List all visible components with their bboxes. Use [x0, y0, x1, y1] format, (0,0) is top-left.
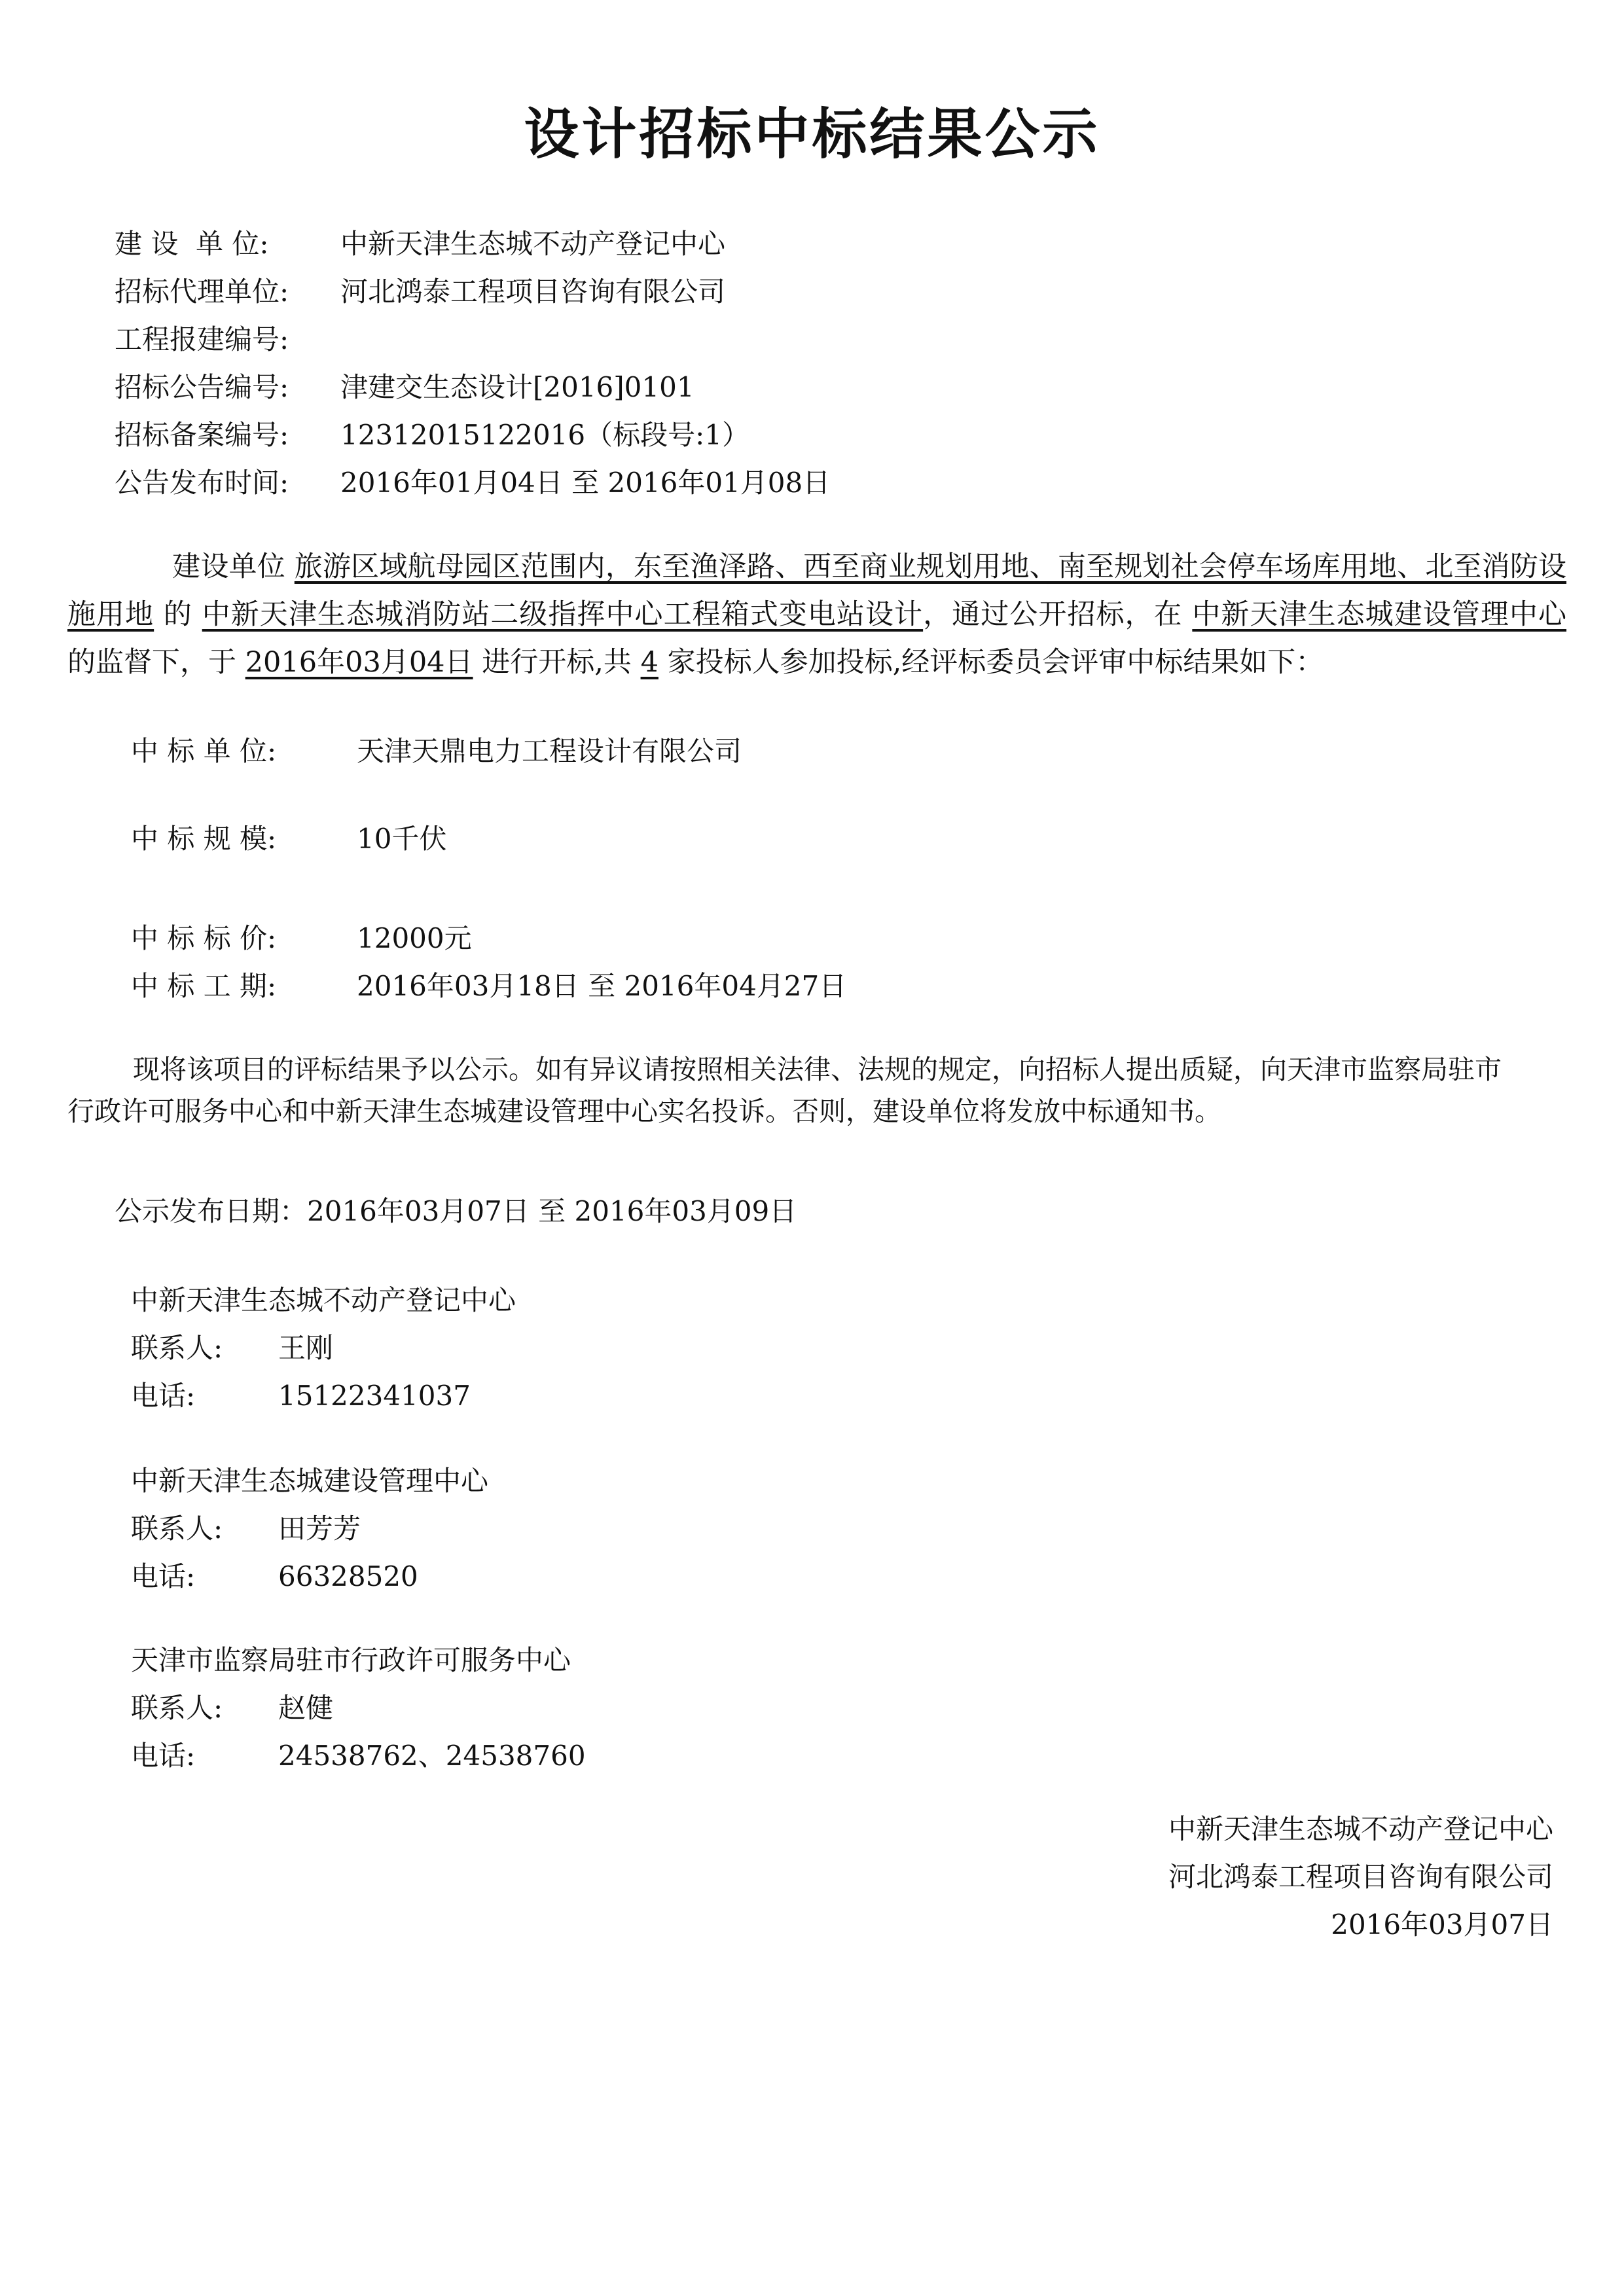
contact-phone: 15122341037	[278, 1380, 471, 1412]
award-scale-row	[131, 819, 446, 859]
contact-person: 王刚	[278, 1332, 334, 1364]
project-info	[115, 220, 830, 507]
contact-org: 中新天津生态城不动产登记中心	[131, 1284, 516, 1316]
supervising-authority: 中新天津生态城建设管理中心	[1192, 598, 1567, 631]
para-text: ，通过公开招标，在	[923, 598, 1193, 631]
para-text: 家投标人参加投标,经评标委员会评审中标结果如下：	[658, 646, 1324, 679]
contact-phone-label: 电话:	[131, 1560, 196, 1592]
info-row-filing-no	[115, 411, 830, 459]
contact-phone-label: 电话:	[131, 1740, 196, 1772]
award-period-row	[131, 967, 846, 1006]
para-text: 建设单位	[172, 550, 285, 583]
award-price-row	[131, 919, 472, 958]
info-value: 津建交生态设计[2016]0101	[340, 371, 695, 403]
info-label: 工程报建编号:	[115, 323, 289, 355]
result-paragraph	[67, 543, 1566, 687]
para-text: 的监督下，于	[67, 646, 245, 679]
info-value: 12312015122016（标段号:1）	[340, 419, 749, 451]
info-row-owner	[115, 220, 830, 268]
contact-phone-label: 电话:	[131, 1380, 196, 1412]
award-label: 中 标 标 价:	[131, 922, 277, 954]
info-label: 招标代理单位:	[115, 276, 289, 308]
info-label: 公告发布时间:	[115, 467, 289, 499]
winning-bidder: 天津天鼎电力工程设计有限公司	[357, 735, 742, 767]
project-location: 旅游区域航母园区范围内，东至渔泽路、西至商业规划用地、南至规划社会停车场库用地、北至消防设施用地	[67, 550, 1567, 631]
bid-opening-date: 2016年03月04日	[245, 646, 473, 679]
signature-org: 河北鸿泰工程项目咨询有限公司	[1168, 1861, 1553, 1893]
award-winner-row	[131, 732, 742, 771]
info-value: 2016年01月04日 至 2016年01月08日	[340, 467, 831, 499]
contact-person: 赵健	[278, 1692, 334, 1724]
award-label: 中 标 规 模:	[131, 823, 277, 855]
info-label: 招标备案编号:	[115, 419, 289, 451]
contact-block-construction-center	[131, 1457, 488, 1600]
contact-person-label: 联系人:	[131, 1513, 223, 1545]
info-row-registration-no	[115, 315, 830, 363]
publish-date: 公示发布日期：2016年03月07日 至 2016年03月09日	[115, 1195, 797, 1227]
contact-phone: 24538762、24538760	[278, 1740, 586, 1772]
award-price: 12000元	[357, 922, 472, 954]
contact-org: 天津市监察局驻市行政许可服务中心	[131, 1644, 571, 1676]
para-text: 的	[154, 598, 202, 631]
info-label: 招标公告编号:	[115, 371, 289, 403]
award-label: 中 标 单 位:	[131, 735, 277, 767]
project-name: 中新天津生态城消防站二级指挥中心工程箱式变电站设计	[202, 598, 924, 631]
contact-block-supervision-bureau	[131, 1636, 586, 1780]
contact-person: 田芳芳	[278, 1513, 361, 1545]
info-value: 河北鸿泰工程项目咨询有限公司	[340, 276, 726, 308]
signature-date: 2016年03月07日	[1331, 1909, 1553, 1941]
contact-phone: 66328520	[278, 1560, 418, 1592]
award-scale: 10千伏	[357, 823, 447, 855]
bidder-count: 4	[640, 646, 659, 679]
contact-person-label: 联系人:	[131, 1332, 223, 1364]
info-row-announcement-period	[115, 459, 830, 507]
info-label: 建 设 单 位:	[115, 228, 269, 260]
contact-org: 中新天津生态城建设管理中心	[131, 1465, 489, 1497]
page-title: 设计招标中标结果公示	[524, 102, 1100, 166]
award-label: 中 标 工 期:	[131, 970, 277, 1002]
objection-notice	[67, 1049, 1527, 1132]
notice-text: 现将该项目的评标结果予以公示。如有异议请按照相关法律、法规的规定，向招标人提出质疑，向天津市监察局驻市行政许可服务中心和中新天津生态城建设管理中心实名投诉。否则，建设单位将发放中标通知书。	[67, 1054, 1502, 1127]
info-row-announcement-no	[115, 363, 830, 411]
contact-block-registration-center	[131, 1276, 516, 1420]
info-row-agency	[115, 268, 830, 315]
info-value: 中新天津生态城不动产登记中心	[340, 228, 726, 260]
award-period: 2016年03月18日 至 2016年04月27日	[357, 970, 847, 1002]
signature-block	[1168, 1805, 1553, 1948]
signature-org: 中新天津生态城不动产登记中心	[1168, 1813, 1553, 1845]
contact-person-label: 联系人:	[131, 1692, 223, 1724]
para-text: 进行开标,共	[473, 646, 641, 679]
